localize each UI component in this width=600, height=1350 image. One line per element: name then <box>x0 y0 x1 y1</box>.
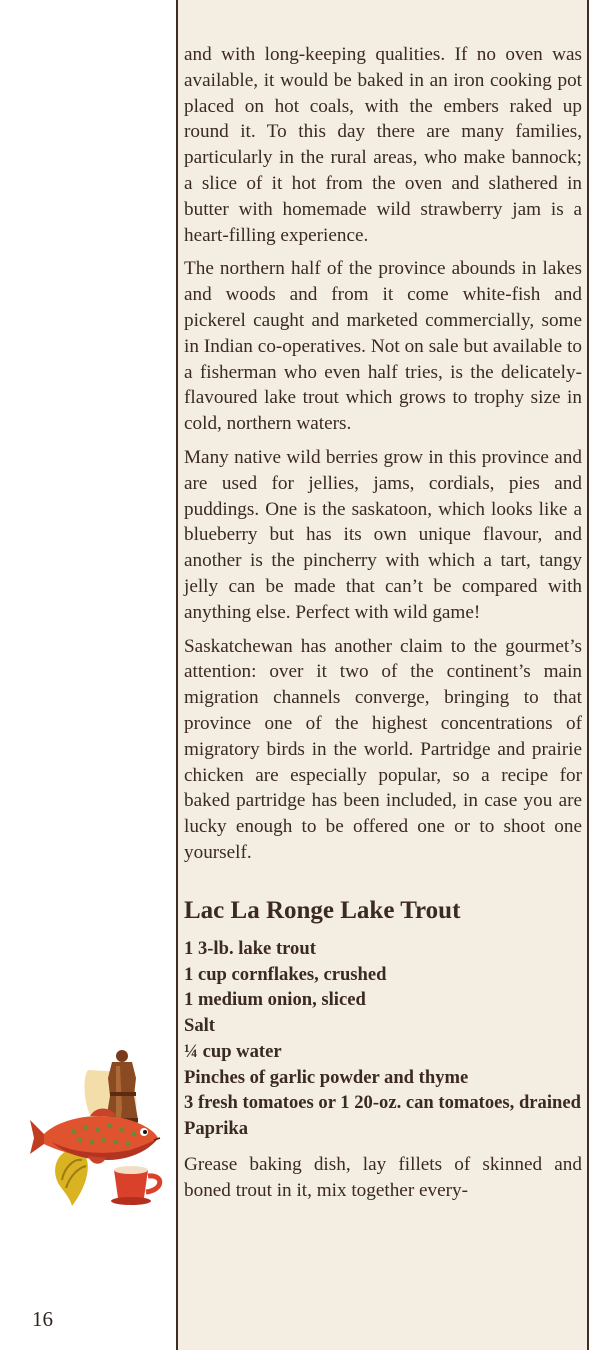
main-text-column <box>184 42 582 1212</box>
body-paragraph-1: and with long-keeping qualities. If no oven was available, it would be baked in an iron cooking pot placed on hot coals, with the embers raked up round it. To this day there are many families, particularly in the rural areas, who make bannock; a slice of it hot from the oven and slathered in butter with homemade wild strawberry jam is a heart-filling experience. <box>184 44 582 246</box>
recipe-method: Grease baking dish, lay fillets of skinned and boned trout in it, mix together every- <box>184 1154 582 1201</box>
right-border-rule <box>587 0 589 1350</box>
fish-pepper-mill-illustration-icon <box>30 1048 170 1214</box>
body-paragraph-3: Many native wild berries grow in this province and are used for jellies, jams, cordials, pies and puddings. One is the saskatoon, which looks like a blueberry but has its own unique flavour, and another is the pincherry with which a tart, tangy jelly can be made that can’t be compared with anything else. Perfect with wild game! <box>184 446 582 623</box>
ingredient-item: Paprika <box>184 1118 249 1140</box>
ingredient-item: 3 fresh tomatoes or 1 20-oz. can tomatoes, drained <box>184 1092 581 1114</box>
body-paragraph-4: Saskatchewan has another claim to the gourmet’s attention: over it two of the continent’s main migration channels converge, bringing to that province one of the highest concentrations of migratory birds in the world. Partridge and prairie chicken are especially popular, so a recipe for baked partridge has been included, in case you are lucky enough to be offered one or to shoot one yourself. <box>184 635 582 863</box>
body-paragraph-2: The northern half of the province abounds in lakes and woods and from it come white-fish and pickerel caught and marketed commercially, some in Indian co-operatives. Not on sale but available to a fisherman who even half tries, is the delicately-flavoured lake trout which grows to trophy size in cold, northern waters. <box>184 258 582 435</box>
ingredient-list <box>184 936 582 1142</box>
ingredient-item: 1 medium onion, sliced <box>184 989 366 1011</box>
ingredient-item: Salt <box>184 1015 215 1037</box>
page-number: 16 <box>32 1307 53 1331</box>
ingredient-item: 1 3-lb. lake trout <box>184 937 316 959</box>
ingredient-item: Pinches of garlic powder and thyme <box>184 1066 469 1088</box>
recipe-title: Lac La Ronge Lake Trout <box>184 896 461 924</box>
ingredient-item: 1 cup cornflakes, crushed <box>184 963 387 985</box>
ingredient-item: ¼ cup water <box>184 1040 282 1062</box>
